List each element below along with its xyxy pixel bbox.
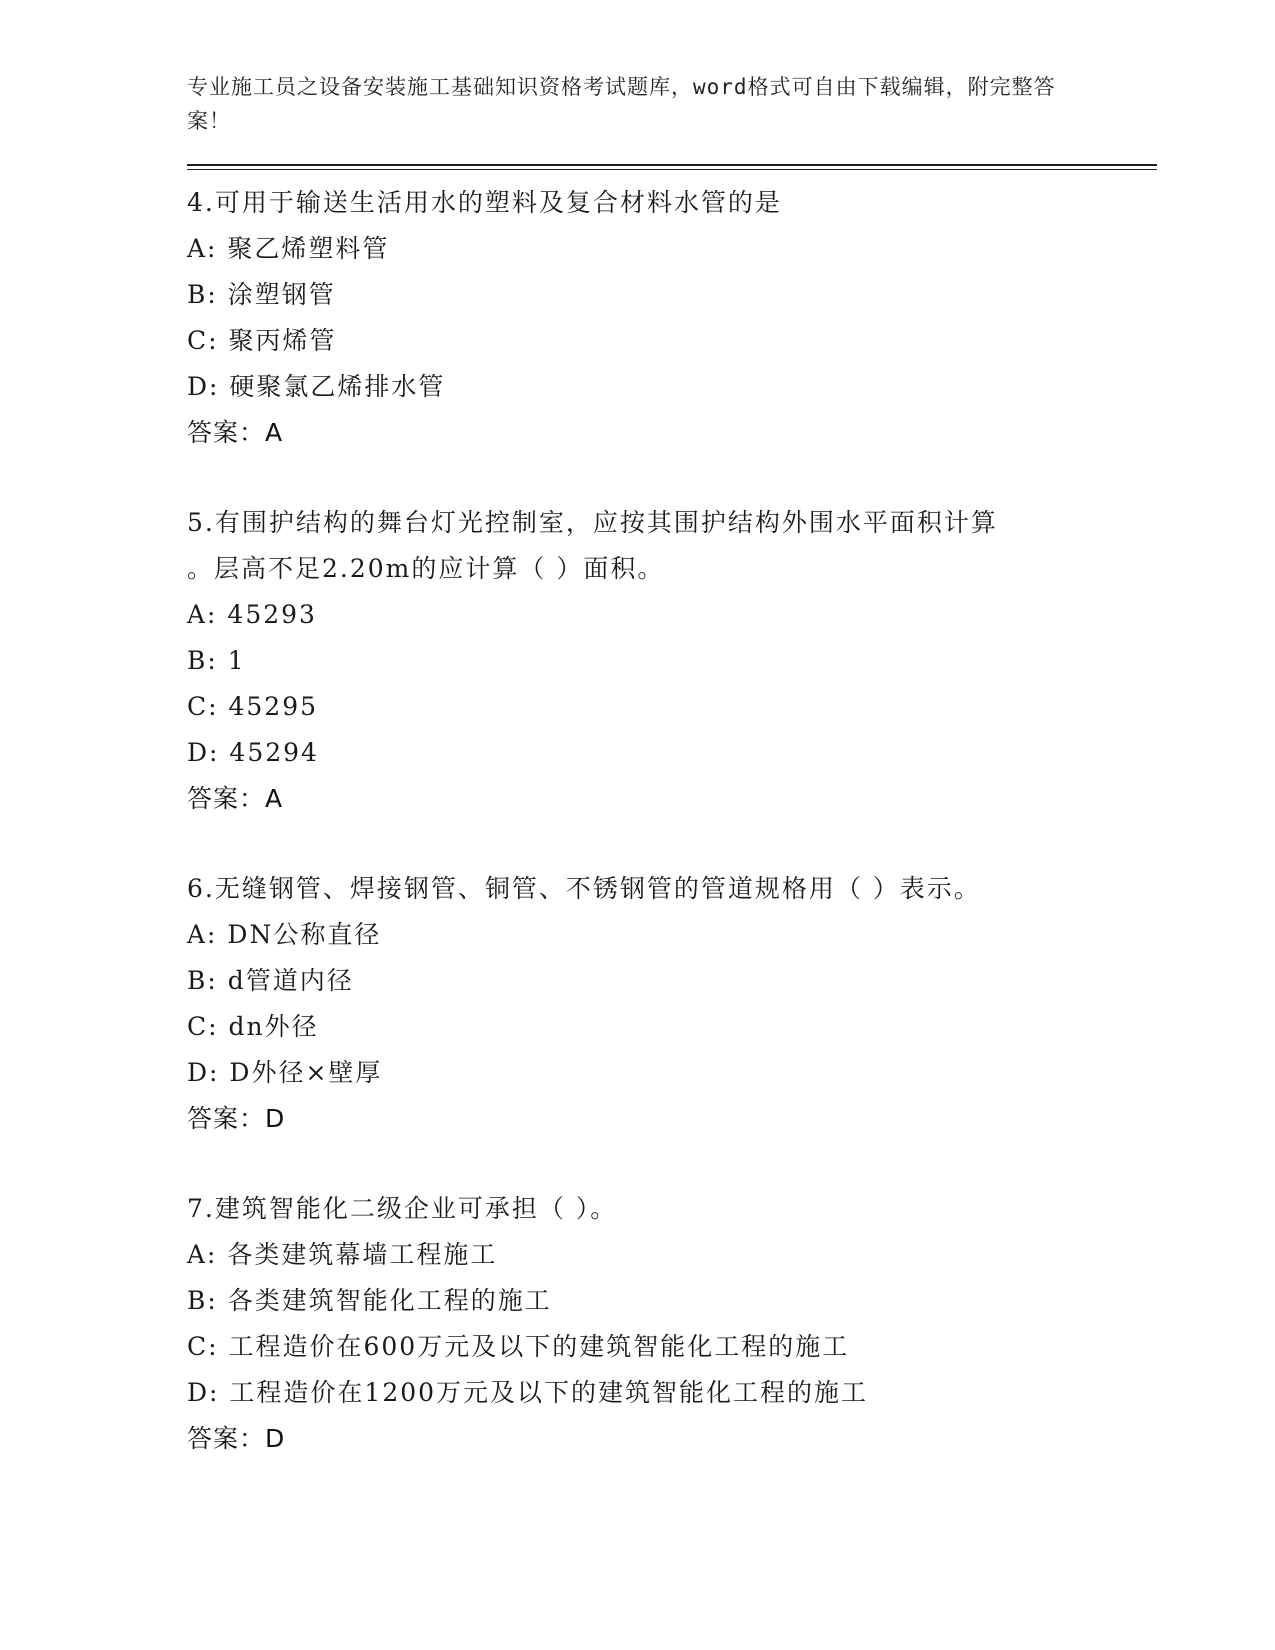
question-text: 4.可用于输送生活用水的塑料及复合材料水管的是: [187, 188, 782, 217]
option-a: A: 各类建筑幕墙工程施工: [187, 1240, 498, 1269]
option-b: B: 1: [187, 646, 246, 675]
question-text: 5.有围护结构的舞台灯光控制室，应按其围护结构外围水平面积计算: [187, 508, 998, 537]
option-a: A: 聚乙烯塑料管: [187, 234, 390, 263]
question-4: [187, 180, 1157, 456]
option-c: C: 45295: [187, 692, 319, 721]
option-d: D: 工程造价在1200万元及以下的建筑智能化工程的施工: [187, 1378, 869, 1407]
answer: 答案：A: [187, 418, 284, 447]
question-text: 6.无缝钢管、焊接钢管、铜管、不锈钢管的管道规格用（ ）表示。: [187, 874, 981, 903]
answer: 答案：D: [187, 1104, 286, 1133]
option-b: B: d管道内径: [187, 966, 354, 995]
option-c: C: 聚丙烯管: [187, 326, 337, 355]
option-a: A: DN公称直径: [187, 920, 382, 949]
option-b: B: 涂塑钢管: [187, 280, 336, 309]
option-a: A: 45293: [187, 600, 317, 629]
option-d: D: 45294: [187, 738, 319, 767]
option-c: C: 工程造价在600万元及以下的建筑智能化工程的施工: [187, 1332, 850, 1361]
answer: 答案：D: [187, 1424, 286, 1453]
header-divider: [187, 164, 1157, 170]
document-page: [187, 70, 1157, 1506]
question-text-continued: 。层高不足2.20m的应计算（ ）面积。: [187, 554, 665, 583]
option-b: B: 各类建筑智能化工程的施工: [187, 1286, 552, 1315]
option-c: C: dn外径: [187, 1012, 319, 1041]
question-7: [187, 1186, 1157, 1462]
answer: 答案：A: [187, 784, 284, 813]
option-d: D: 硬聚氯乙烯排水管: [187, 372, 446, 401]
question-list: [187, 180, 1157, 1462]
question-5: [187, 500, 1157, 822]
document-header: 专业施工员之设备安装施工基础知识资格考试题库，word格式可自由下载编辑，附完整答案！: [187, 75, 1056, 133]
question-text: 7.建筑智能化二级企业可承担（ ）。: [187, 1194, 618, 1223]
option-d: D: D外径×壁厚: [187, 1058, 383, 1087]
question-6: [187, 866, 1157, 1142]
